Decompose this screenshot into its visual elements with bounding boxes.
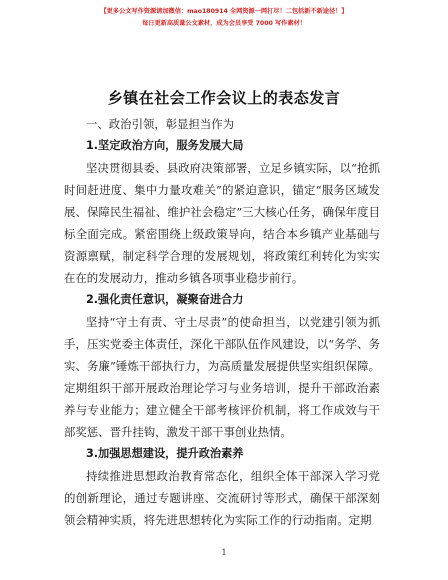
section-heading-1: 一、政治引领，彰显担当作为 xyxy=(86,117,235,131)
header-banner xyxy=(40,6,408,30)
paragraph-3: 持续推进思想政治教育常态化，组织全体干部深入学习党的创新理论，通过专题讲座、交流研讨等形式，确保干部深刻领会精神实质，将先进思想转化为实际工作的行动指南。定期 xyxy=(64,469,380,527)
page-number: 1 xyxy=(221,548,227,557)
sub-heading-3: 3.加强思想建设，提升政治素养 xyxy=(86,447,244,460)
header-banner-line1: 【更多公文写作资源请加微信：mao180914 全网资源一网打尽！二包括新不新途径！】 xyxy=(100,8,348,15)
header-banner-line2: 每日更新高质量公文素材，成为会员享受 7000 写作素材！ xyxy=(142,20,306,27)
sub-heading-1: 1.坚定政治方向，服务发展大局 xyxy=(86,139,244,152)
document-body xyxy=(64,113,380,531)
paragraph-1: 坚决贯彻县委、县政府决策部署，立足乡镇实际，以“抢抓时间赶进度、集中力量攻难关”的紧迫意识，锚定“服务区域发展、保障民生福祉、维护社会稳定”三大核心任务，确保年度目标全面完成。紧密围绕上级政策导向，结合本乡镇产业基础与资源禀赋，制定科学合理的发展规划，将政策红利转化为实实在在的发展动力，推动乡镇各项事业稳步前行。 xyxy=(64,161,380,285)
sub-heading-2: 2.强化责任意识，凝聚奋进合力 xyxy=(86,293,244,306)
paragraph-2: 坚持“守土有责、守土尽责”的使命担当，以党建引领为抓手，压实党委主体责任，深化干部队伍作风建设，以“务学、务实、务廉”锤炼干部执行力，为高质量发展提供坚实组织保障。定期组织干部开展政治理论学习与业务培训，提升干部政治素养与专业能力；建立健全干部考核评价机制，将工作成效与干部奖惩、晋升挂钩，激发干部干事创业热情。 xyxy=(64,315,380,439)
document-title: 乡镇在社会工作会议上的表态发言 xyxy=(107,89,341,107)
